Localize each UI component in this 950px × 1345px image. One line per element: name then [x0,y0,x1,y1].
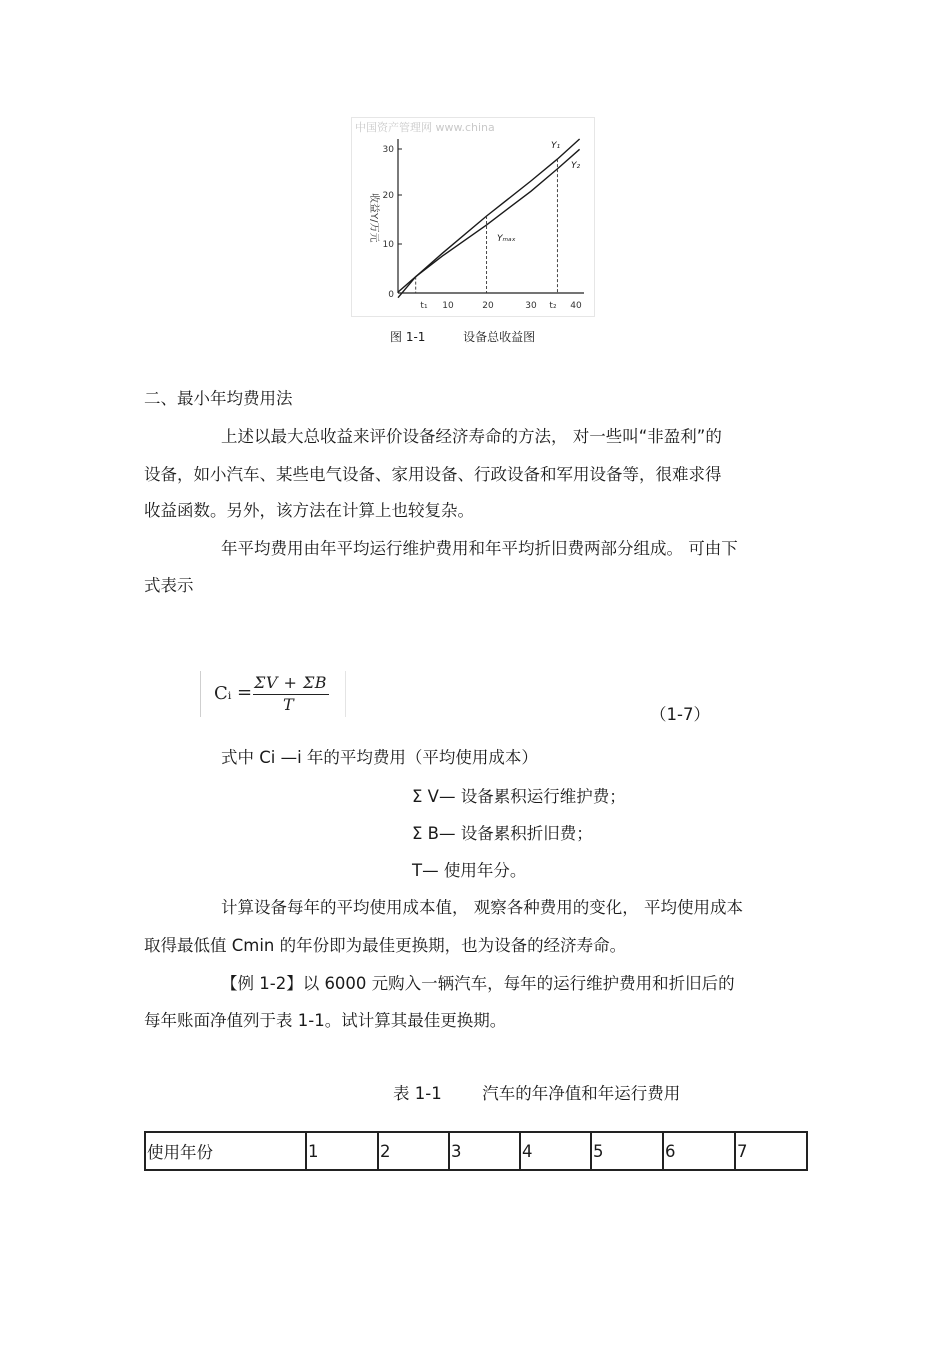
definition-intro: 式中 Ci —i 年的平均费用（平均使用成本） [221,748,538,767]
table-cell: 2 [378,1132,449,1170]
figure-caption-number: 图 1-1 [390,330,426,344]
table-caption-number: 表 1-1 [393,1084,442,1103]
y-axis-label: 收益Y/万元 [368,193,379,243]
figure-caption [390,328,535,345]
table-cell: 6 [663,1132,735,1170]
formula-numerator: ΣV + ΣB [254,673,328,692]
y-tick-label: 10 [382,240,394,250]
definition-t: T— 使用年分。 [412,861,527,880]
table-row [145,1132,807,1170]
formula-lhs: Cᵢ [214,683,232,704]
table-caption [393,1080,680,1104]
definition-sum-v: Σ V— 设备累积运行维护费； [412,787,626,806]
curve-label-ymax: Yₘₐₓ [497,234,516,244]
formula-number: （1-7） [650,705,710,724]
example-line-1: 【例 1-2】以 6000 元购入一辆汽车，每年的运行维护费用和折旧后的 [221,974,735,993]
figure-watermark: 中国资产管理网 www.china [355,121,495,134]
curve-label-y1: Y₁ [551,141,561,151]
table-cell: 5 [591,1132,663,1170]
x-tick-label: t₂ [549,301,557,311]
formula-image [200,671,346,717]
section-heading: 二、最小年均费用法 [144,389,293,408]
x-tick-label: t₁ [420,301,428,311]
revenue-chart [351,117,595,317]
table-cell: 3 [449,1132,520,1170]
paragraph-1-line-3: 收益函数。另外，该方法在计算上也较复杂。 [144,501,474,520]
formula-equals: = [237,682,253,703]
vehicle-cost-table [144,1131,808,1171]
table-cell: 7 [735,1132,807,1170]
formula-denominator: T [283,695,294,714]
table-caption-text: 汽车的年净值和年运行费用 [482,1084,681,1103]
revenue-figure [351,117,595,317]
table-cell: 4 [520,1132,591,1170]
x-tick-label: 10 [442,301,454,311]
x-tick-label: 40 [570,301,582,311]
paragraph-3-line-1: 计算设备每年的平均使用成本值， 观察各种费用的变化， 平均使用成本 [221,898,743,917]
paragraph-1-line-2: 设备，如小汽车、某些电气设备、家用设备、行政设备和军用设备等，很难求得 [144,465,722,484]
y-tick-label: 0 [388,290,394,300]
y-tick-label: 20 [382,191,394,201]
paragraph-3-line-2: 取得最低值 Cmin 的年份即为最佳更换期，也为设备的经济寿命。 [144,936,627,955]
figure-caption-text: 设备总收益图 [463,330,536,344]
paragraph-2-line-1: 年平均费用由年平均运行维护费用和年平均折旧费两部分组成。 可由下 [221,539,738,558]
table-header-cell: 使用年份 [145,1132,306,1170]
definition-sum-b: Σ B— 设备累积折旧费； [412,824,593,843]
x-tick-label: 20 [482,301,494,311]
example-line-2: 每年账面净值列于表 1-1。试计算其最佳更换期。 [144,1011,507,1030]
x-tick-label: 30 [525,301,537,311]
paragraph-2-line-2: 式表示 [144,576,194,595]
paragraph-1-line-1: 上述以最大总收益来评价设备经济寿命的方法， 对一些叫“非盈利”的 [221,427,722,446]
table-cell: 1 [306,1132,378,1170]
curve-label-y2: Y₂ [571,161,581,171]
y-tick-label: 30 [382,145,394,155]
